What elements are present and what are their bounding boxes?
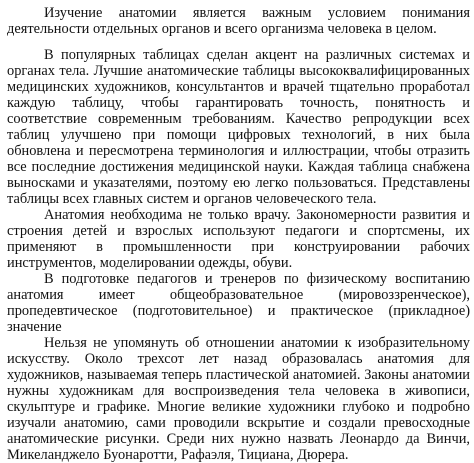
paragraph-art-anatomy: Нельзя не упомянуть об отношении анатомии к изобразительному искусству. Около трехсот лет назад образовалась анатомия для художников, называемая теперь пластической анатомией. Законы анатомии нужны художникам для воспроизведения тела человека в живописи, скульптуре и графике. Многие великие художники глубоко и подробно изучали анатомию, сами проводили вскрытие и создали превосходные анатомические рисунки. Среди них нужно назвать Леонардо да Винчи, Микеланджело Буонаротти, Рафаэля, Тициана, Дюрера. [7, 335, 470, 463]
paragraph-anatomy-applications: Анатомия необходима не только врачу. Закономерности развития и строения детей и взрослых используют педагоги и спортсмены, их применяют в промышленности при конструировании рабочих инструментов, моделировании одежды, обуви. [7, 207, 470, 271]
paragraph-intro: Изучение анатомии является важным условием понимания деятельности отдельных органов и всего организма человека в целом. [7, 5, 470, 37]
paragraph-anatomical-tables: В популярных таблицах сделан акцент на различных системах и органах тела. Лучшие анатомические таблицы высококвалифицированных медицинских художников, консультантов и врачей тщательно проработал каждую таблицу, чтобы гарантировать точность, понятность и соответствие современным требованиям. Качество репродукции всех таблиц улучшено при помощи цифровых технологий, в них была обновлена и пересмотрена терминология и иллюстрации, чтобы отразить все последние достижения медицинской науки. Каждая таблица снабжена выносками и указателями, поэтому ею легко пользоваться. Представлены таблицы всех главных систем и органов человеческого тела. [7, 47, 470, 207]
paragraph-physical-education: В подготовке педагогов и тренеров по физическому воспитанию анатомия имеет общеобразовательное (мировоззренческое), пропедевтическое (подготовительное) и практическое (прикладное) значение [7, 271, 470, 335]
